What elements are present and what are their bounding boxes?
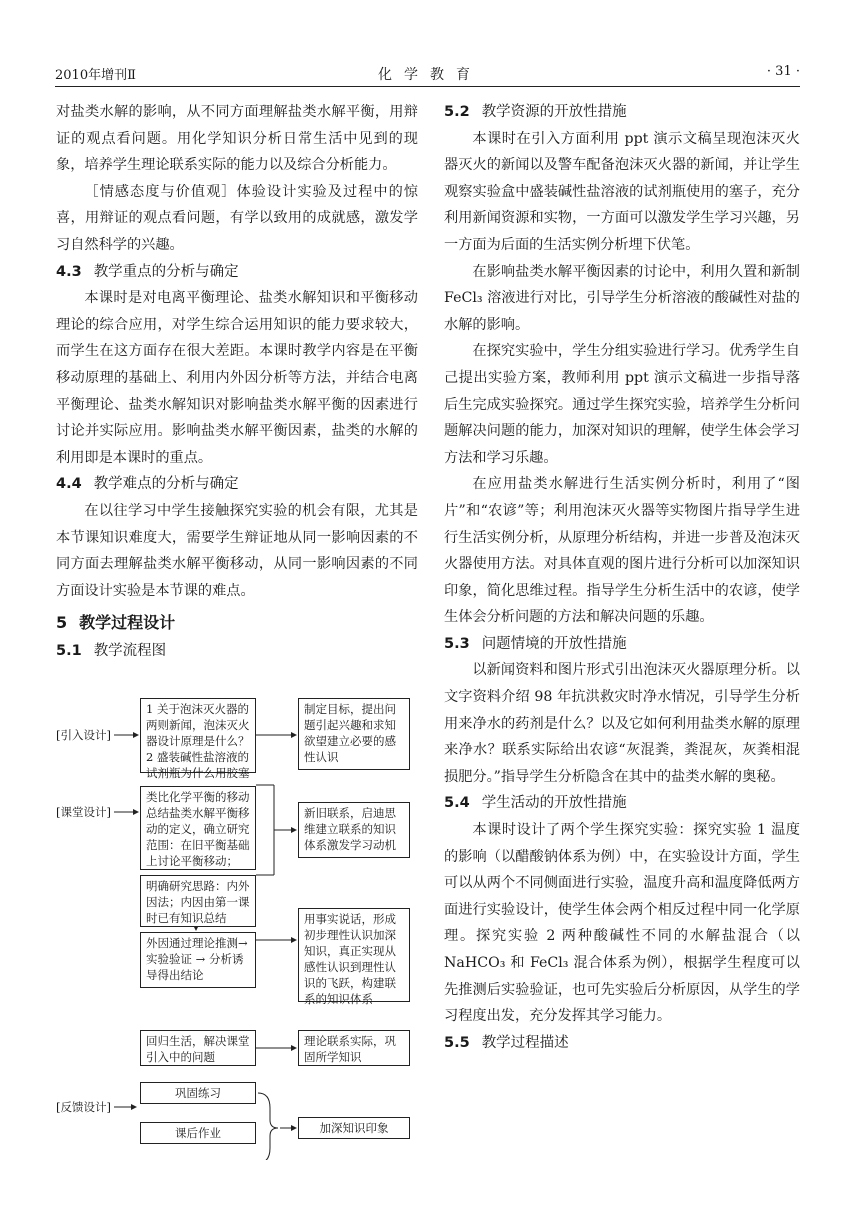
label-class-design: [课堂设计] [56,805,111,819]
section-title: 教学过程描述 [481,1034,569,1051]
box-homework: 课后作业 [140,1122,256,1144]
section-number: 5 [56,613,68,633]
section-title: 问题情境的开放性措施 [481,635,627,652]
journal-title: 化学教育 [378,67,482,83]
paragraph: 本课时在引入方面利用 ppt 演示文稿呈现泡沫灭火器灭火的新闻以及警车配备泡沫灭火器的新闻，并让学生观察实验盒中盛装碱性盐溶液的试剂瓶使用的塞子，充分利用新闻资源和实物，一方面可以激发学生学习兴趣，另一方面为后面的生活实例分析埋下伏笔。 [444,130,800,253]
paragraph: 在以往学习中学生接触探究实验的机会有限，尤其是本节课知识难度大，需要学生辩证地从同一影响因素的不同方面去理解盐类水解平衡移动，从同一影响因素的不同方面设计实验是本节课的难点。 [56,502,418,599]
label-intro-design: [引入设计] [56,728,111,742]
section-title: 学生活动的开放性措施 [481,795,627,812]
paragraph: 以新闻资料和图片形式引出泡沫灭火器原理分析。以文字资料介绍 98 年抗洪救灾时净水情况，引导学生分析用来净水的药剂是什么？以及它如何利用盐类水解的原理来净水？联系实际给出农谚“灰混粪，粪混灰，灰粪相混损肥分。”指导学生分析隐含在其中的盐类水解的奥秘。 [444,662,800,785]
section-heading-5-3 [444,631,800,658]
section-number: 5.3 [444,635,470,652]
paragraph: 对盐类水解的影响，从不同方面理解盐类水解平衡，用辩证的观点看问题。用化学知识分析日常生活中见到的现象，培养学生理论联系实际的能力以及综合分析能力。 [56,104,418,174]
box-set-goals: 制定目标，提出问题引起兴趣和求知欲望建立必要的感性认识 [298,698,410,770]
box-link-knowledge: 新旧联系，启迪思维建立联系的知识体系激发学习动机 [298,802,410,858]
box-research-idea: 明确研究思路：内外因法；内因由第一课时已有知识总结 [140,875,256,927]
header-rule [55,86,800,87]
section-heading-4-4 [56,471,418,498]
box-return-to-life: 回归生活，解决课堂引入中的问题 [140,1030,256,1066]
paragraph: ［情感态度与价值观］体验设计实验及过程中的惊喜，用辩证的观点看问题，有学以致用的成就感，激发学习自然科学的兴趣。 [56,183,418,253]
label-feedback-design: [反馈设计] [56,1100,111,1114]
section-number: 5.1 [56,643,82,660]
page-number: · 31 · [766,64,800,79]
section-number: 4.4 [56,476,82,493]
right-column [444,99,800,1056]
paragraph: 本课时设计了两个学生探究实验：探究实验 1 温度的影响（以醋酸钠体系为例）中，在实验设计方面，学生可以从两个不同侧面进行实验，温度升高和温度降低两方面进行实验设计，使学生体会两个相反过程中同一化学原理。探究实验 2 两种酸碱性不同的水解盐混合（以 NaHCO₃ 和 FeCl₃ 混合体系为例），根据学生程度可以先推测后实验验证，也可先实验后分析原因，从学生的学习程度出发，充分发挥其学习能力。 [444,822,800,1025]
section-heading-5-5 [444,1030,800,1057]
teaching-flowchart [56,690,418,1160]
paragraph: 在应用盐类水解进行生活实例分析时，利用了“图片”和“农谚”等；利用泡沫灭火器等实物图片指导学生进行生活实例分析，从原理分析结构，并进一步普及泡沫灭火器使用方法。对具体直观的图片进行分析可以加深知识印象，简化思维过程。指导学生分析生活中的农谚，使学生体会分析问题的方法和解决问题的乐趣。 [444,476,800,626]
box-analogy-equilibrium: 类比化学平衡的移动总结盐类水解平衡移动的定义，确立研究范围：在旧平衡基础上讨论平衡移动； [140,786,256,870]
paragraph: 在探究实验中，学生分组实验进行学习。优秀学生自己提出实验方案，教师利用 ppt 演示文稿进一步指导落后生完成实验探究。通过学生探究实验，培养学生分析问题解决问题的能力，加深对知识的理解，使学生体会学习方法和学习乐趣。 [444,343,800,466]
section-heading-5-2 [444,99,800,126]
section-title: 教学资源的开放性措施 [481,104,627,120]
box-external-factors: 外因通过理论推测→实验验证 → 分析诱导得出结论 [140,932,256,988]
left-column [56,99,418,665]
box-rational-knowledge: 用事实说话，形成初步理性认识加深知识，真正实现从感性认识到理性认识的飞跃，构建联系的知识体系 [298,908,410,1002]
section-number: 5.2 [444,104,470,120]
box-theory-practice: 理论联系实际，巩固所学知识 [298,1030,410,1066]
box-consolidation-exercises: 巩固练习 [140,1082,256,1104]
box-intro-questions: 1 关于泡沫灭火器的两则新闻，泡沫灭火器设计原理是什么？2 盛装碱性盐溶液的试剂瓶为什么用胶塞 [140,698,256,773]
section-title: 教学重点的分析与确定 [93,263,239,280]
section-heading-4-3 [56,259,418,286]
section-number: 4.3 [56,263,82,280]
section-number: 5.5 [444,1034,470,1051]
section-title: 教学流程图 [93,643,167,660]
paragraph: 本课时是对电离平衡理论、盐类水解知识和平衡移动理论的综合应用，对学生综合运用知识的能力要求较大，而学生在这方面存在很大差距。本课时教学内容是在平衡移动原理的基础上、利用内外因分析等方法，并结合电离平衡理论、盐类水解知识对影响盐类水解平衡的因素进行讨论并实际应用。影响盐类水解平衡因素，盐类的水解的利用即是本课时的重点。 [56,290,418,466]
section-title: 教学难点的分析与确定 [93,476,239,493]
paragraph: 在影响盐类水解平衡因素的讨论中，利用久置和新制 FeCl₃ 溶液进行对比，引导学生分析溶液的酸碱性对盐的水解的影响。 [444,263,800,333]
section-title: 教学过程设计 [79,613,176,633]
journal-issue: 2010年增刊Ⅱ [55,68,136,83]
box-deepen-impression: 加深知识印象 [298,1117,410,1139]
section-heading-5 [56,608,418,638]
section-heading-5-4 [444,790,800,817]
section-heading-5-1 [56,638,418,665]
section-number: 5.4 [444,795,470,812]
